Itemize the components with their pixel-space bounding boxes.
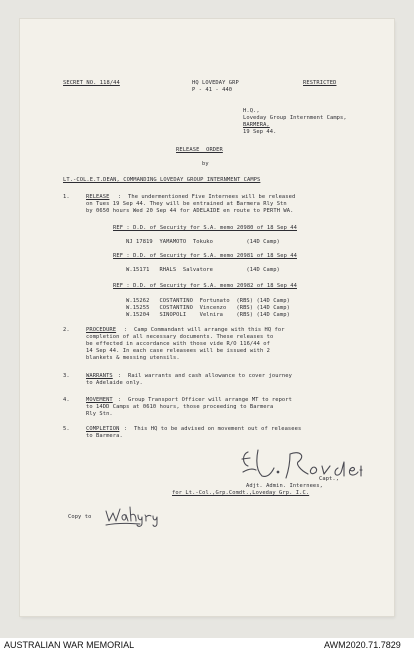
section-number: 5.	[63, 426, 70, 432]
section-heading-release: RELEASE	[86, 194, 110, 200]
footer-accession-number: AWM2020.71.7829	[324, 640, 401, 650]
secret-number: SECRET NO. 118/44	[63, 80, 120, 86]
release-text-line: : The undermentioned Five Internees will be released	[118, 194, 296, 200]
section-number: 1.	[63, 194, 70, 200]
warrants-text-line: : Rail warrants and cash allowance to cover journey	[118, 373, 292, 379]
warrants-text-line: to Adelaide only.	[86, 380, 143, 386]
completion-text-line: : This HQ to be advised on movement out of releasees	[124, 426, 302, 432]
section-number: 4.	[63, 397, 70, 403]
file-reference: P - 41 - 440	[192, 87, 233, 93]
release-text-line: on Tues 19 Sep 44. They will be entrained at Barmera Rly Stn	[86, 201, 287, 207]
section-number: 2.	[63, 327, 70, 333]
address-line-2: Loveday Group Internment Camps,	[243, 115, 347, 121]
classification-label: RESTRICTED	[303, 80, 337, 86]
reference-line: REF : D.D. of Security for S.A. memo 20982 of 18 Sep 44	[113, 283, 297, 289]
reference-line: REF : D.D. of Security for S.A. memo 20981 of 18 Sep 44	[113, 253, 297, 259]
internee-row: NJ 17819 YAMAMOTO Tokuko (14D Camp)	[126, 239, 280, 245]
signature-block-line: Adjt. Admin. Internees,	[246, 483, 323, 489]
section-number: 3.	[63, 373, 70, 379]
internee-row: W.15171 RHALS Salvatore (14D Camp)	[126, 267, 280, 273]
procedure-text-line: be effected in accordance with those vide R/O 116/44 of	[86, 341, 270, 347]
handwritten-copy-recipient	[104, 503, 160, 527]
procedure-text-line: completion of all necessary documents. These releases to	[86, 334, 274, 340]
reference-line: REF : D.D. of Security for S.A. memo 20980 of 18 Sep 44	[113, 225, 297, 231]
commander-line: LT.-COL.E.T.DEAN, COMMANDING LOVEDAY GROUP INTERNMENT CAMPS	[63, 177, 261, 183]
internee-row: W.15262 COSTANTINO Fortunato (RBS) (14D Camp)	[126, 298, 290, 304]
release-text-line: by 0650 hours Wed 20 Sep 44 for ADELAIDE en route to PERTH WA.	[86, 208, 294, 214]
address-line-1: H.Q.,	[243, 108, 260, 114]
handwritten-signature	[238, 442, 368, 484]
procedure-text-line: blankets & messing utensils.	[86, 355, 180, 361]
section-heading-completion: COMPLETION	[86, 426, 120, 432]
movement-text-line: to 14DD Camps at 0610 hours, those proceeding to Barmera	[86, 404, 274, 410]
internee-row: W.15204 SINOPOLI Velnira (RBS) (14D Camp)	[126, 312, 290, 318]
signature-block-line: for Lt.-Col.,Grp.Comdt.,Loveday Grp. I.C.	[172, 490, 310, 496]
internee-row: W.15255 COSTANTINO Vincenzo (RBS) (14D Camp)	[126, 305, 290, 311]
section-heading-warrants: WARRANTS	[86, 373, 113, 379]
address-date: 19 Sep 44.	[243, 129, 277, 135]
hq-name: HQ LOVEDAY GRP	[192, 80, 239, 86]
copy-to-label: Copy to	[68, 514, 92, 520]
movement-text-line: : Group Transport Officer will arrange MT to report	[118, 397, 292, 403]
order-title-by: by	[202, 161, 209, 167]
procedure-text-line: : Camp Commandant will arrange with this HQ for	[124, 327, 285, 333]
address-line-3: BARMERA,	[243, 122, 270, 128]
movement-text-line: Rly Stn.	[86, 411, 113, 417]
order-title: RELEASE ORDER	[176, 147, 223, 153]
completion-text-line: to Barmera.	[86, 433, 123, 439]
section-heading-procedure: PROCEDURE	[86, 327, 117, 333]
section-heading-movement: MOVEMENT	[86, 397, 113, 403]
signature-block-line: Capt.,	[319, 476, 340, 482]
procedure-text-line: 14 Sep 44. In each case releasees will be issued with 2	[86, 348, 270, 354]
footer-source: AUSTRALIAN WAR MEMORIAL	[4, 640, 135, 650]
